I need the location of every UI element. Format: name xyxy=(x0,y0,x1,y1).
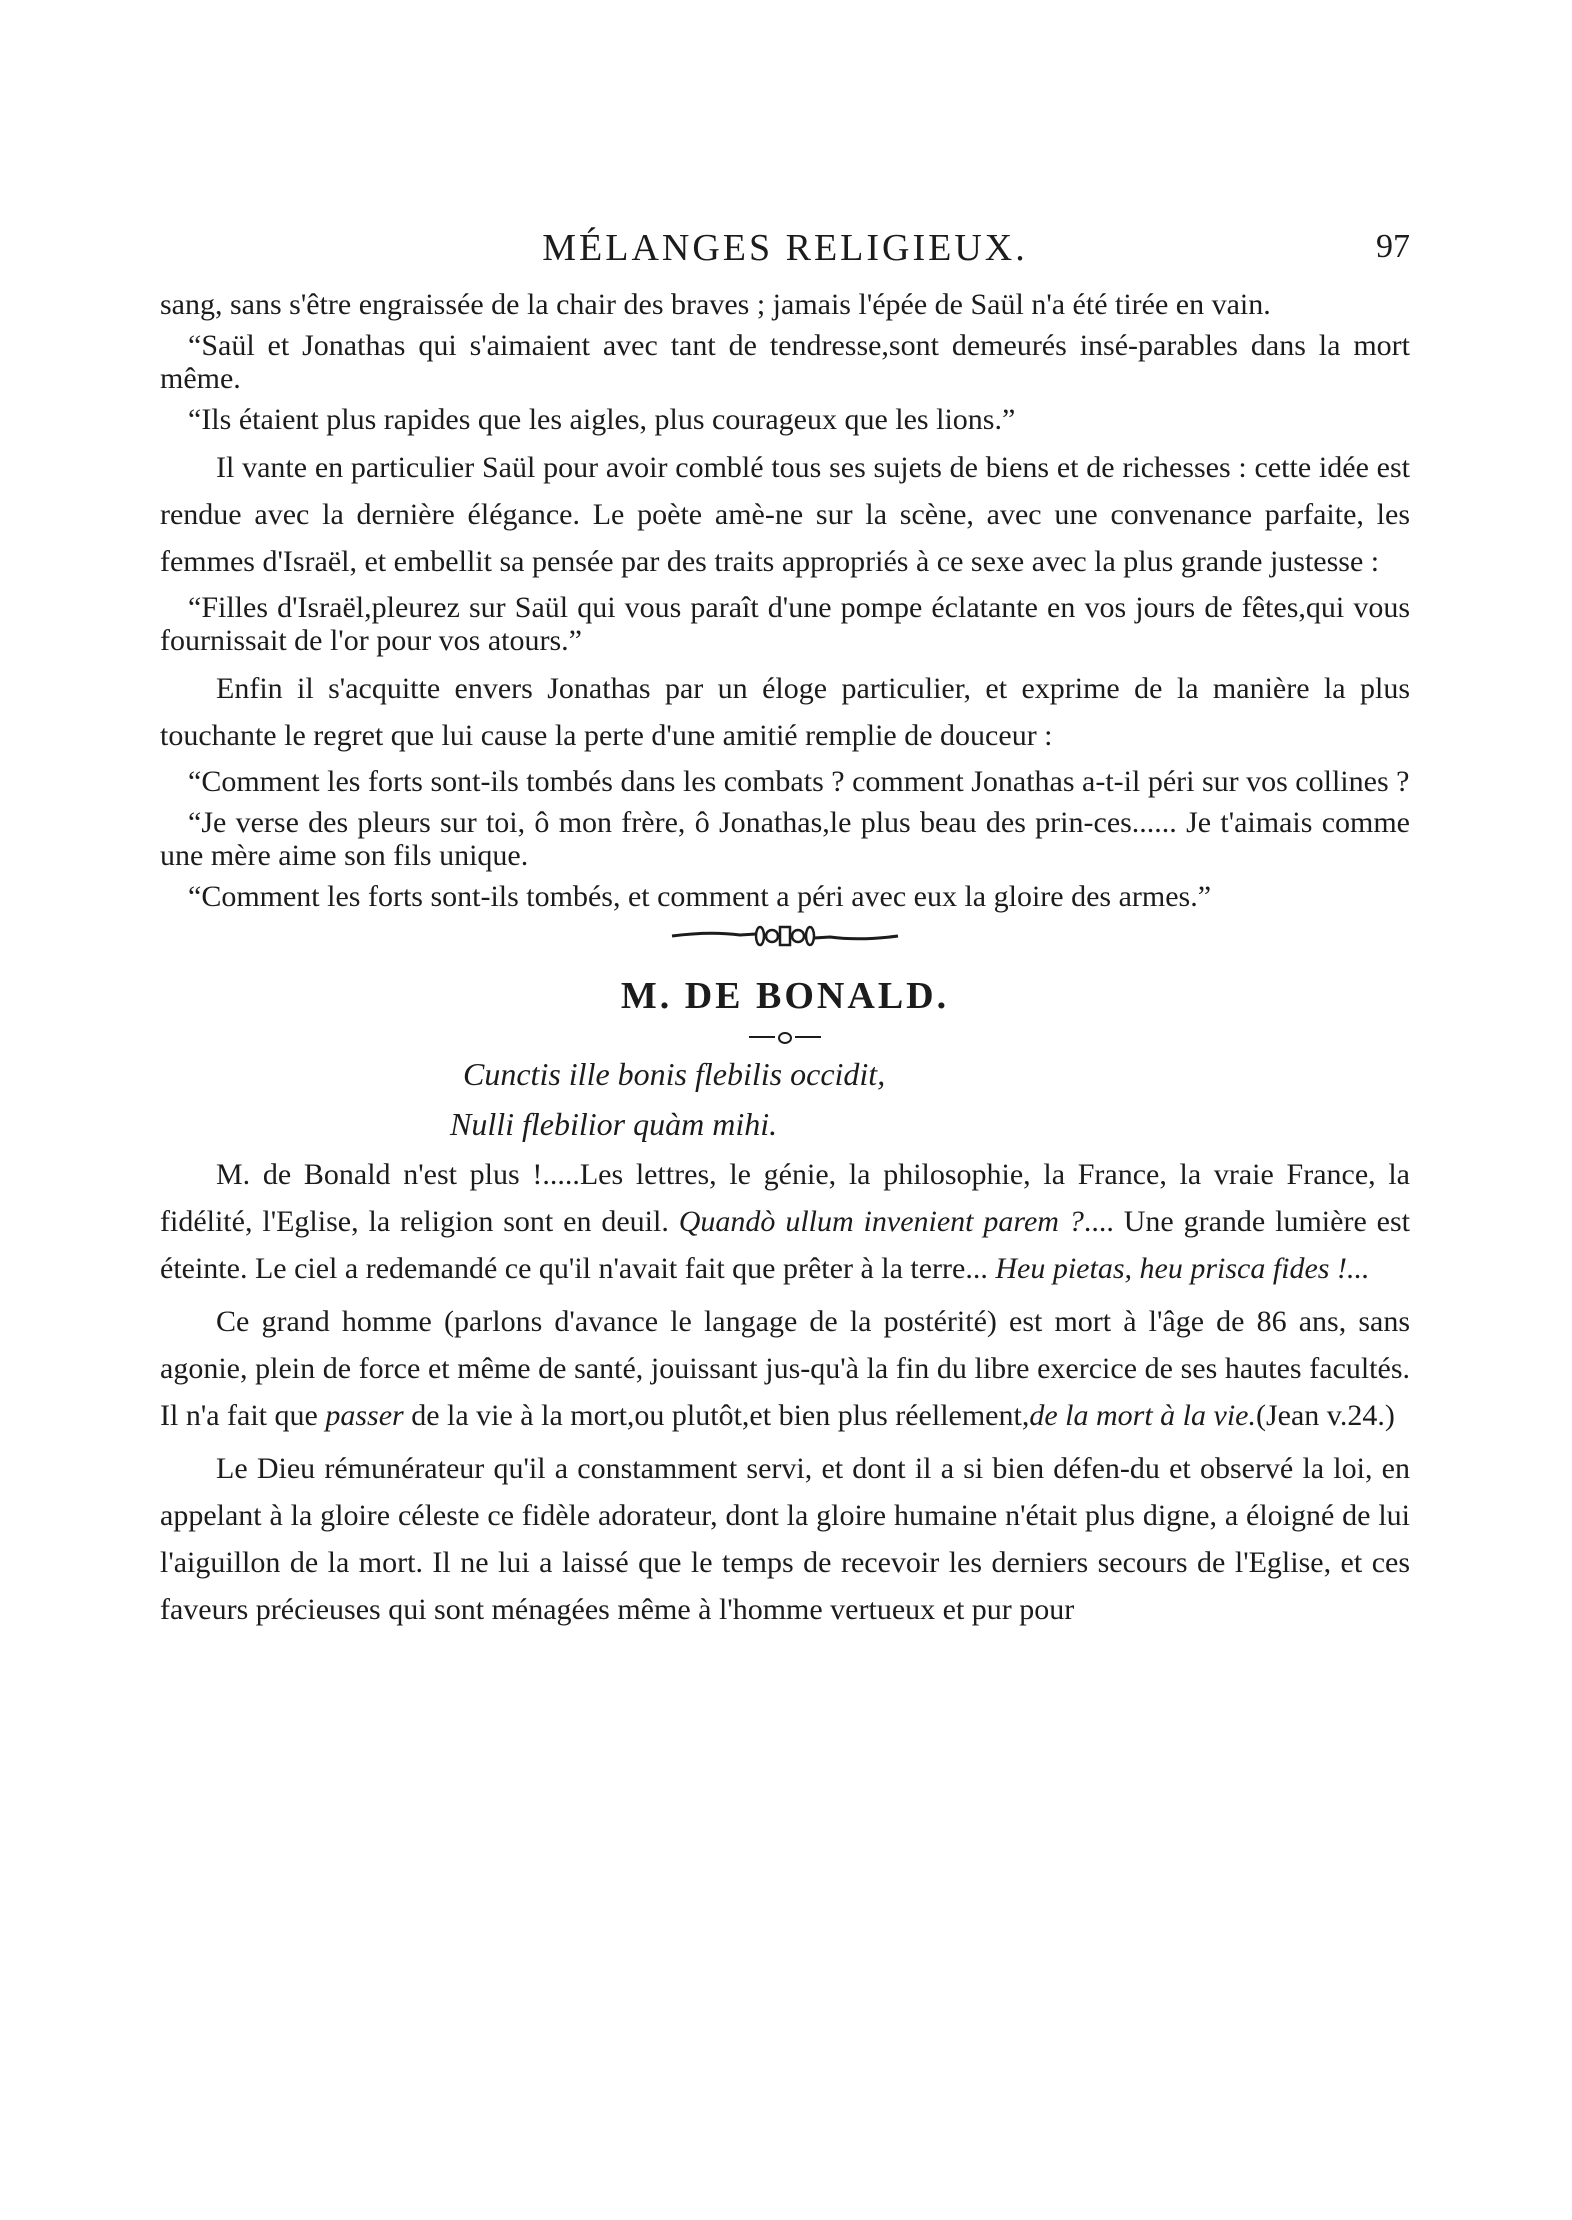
italic-run: Quandò ullum invenient parem ? xyxy=(678,1205,1084,1238)
paragraph-bonald-deuil xyxy=(160,1151,1410,1292)
section-title: M. DE BONALD. xyxy=(620,975,950,1017)
paragraph-grand-homme xyxy=(160,1298,1410,1439)
paragraph-enfin: Enfin il s'acquitte envers Jonathas par un éloge particulier, et exprime de la manière la plus touchante le regret que lui cause la perte d'une amitié remplie de douceur : xyxy=(160,672,1410,752)
epigraph-line-2: Nulli flebilior quàm mihi. xyxy=(450,1106,778,1142)
quote-saul-jonathas: “Saül et Jonathas qui s'aimaient avec tant de tendresse,sont demeurés insé-parables dans la mort même. xyxy=(160,329,1410,395)
paragraph-vante: Il vante en particulier Saül pour avoir comblé tous ses sujets de biens et de richesses : cette idée est rendue avec la dernière élégance. Le poète amè-ne sur la scène, avec une convenance parfaite, les femmes d'Israël, et embellit sa pensée par des traits appropriés à ce sexe avec la plus grande justesse : xyxy=(160,451,1410,578)
text-block xyxy=(160,288,1410,1639)
text-run: Ce grand homme (parlons d'avance le langage de la postérité) est mort à l'âge de 86 ans, sans agonie, plein de force et même de santé, jouissant jus-qu'à la fin du libre exercice de ses hautes facultés. Il n'a fait que xyxy=(160,1305,1410,1432)
text-run: M. de Bonald n'est plus !.....Les lettres, le génie, la philosophie, la France, la vraie France, la fidélité, l'Eglise, la religion sont en deuil. xyxy=(160,1158,1410,1238)
running-title: MÉLANGES RELIGIEUX. xyxy=(542,227,1028,269)
quote-filles-israel: “Filles d'Israël,pleurez sur Saül qui vous paraît d'une pompe éclatante en vos jours de fêtes,qui vous fournissait de l'or pour vos atours.” xyxy=(160,591,1410,657)
quote-gloire-armes: “Comment les forts sont-ils tombés, et comment a péri avec eux la gloire des armes.” xyxy=(188,880,1212,913)
text-run: .... Une grande lumière est éteinte. Le ciel a redemandé ce qu'il n'avait fait que prêter à la terre... xyxy=(160,1205,1410,1285)
epigraph-line-1: Cunctis ille bonis flebilis occidit, xyxy=(463,1056,886,1092)
small-divider xyxy=(160,1021,1410,1049)
quote-je-verse: “Je verse des pleurs sur toi, ô mon frère, ô Jonathas,le plus beau des prin-ces...... Je t'aimais comme une mère aime son fils unique. xyxy=(160,806,1410,872)
running-head xyxy=(160,222,1410,282)
text-run: de la vie à la mort,ou plutôt,et bien plus réellement, xyxy=(403,1399,1030,1432)
text-run: (Jean v.24.) xyxy=(1255,1399,1395,1432)
page-number: 97 xyxy=(1376,228,1410,265)
quote-comment-forts: “Comment les forts sont-ils tombés dans les combats ? comment Jonathas a-t-il péri sur vos collines ? xyxy=(188,765,1410,798)
quote-aigles: “Ils étaient plus rapides que les aigles, plus courageux que les lions.” xyxy=(188,403,1016,436)
italic-run: de la mort à la vie. xyxy=(1029,1399,1256,1432)
paragraph-sang: sang, sans s'être engraissée de la chair des braves ; jamais l'épée de Saül n'a été tirée en vain. xyxy=(160,288,1271,321)
scroll-ornament-icon xyxy=(160,921,1410,971)
italic-run: Heu pietas, heu prisca fides !... xyxy=(995,1252,1370,1285)
paragraph-dieu-remunerateur: Le Dieu rémunérateur qu'il a constamment servi, et dont il a si bien défen-du et observé la loi, en appelant à la gloire céleste ce fidèle adorateur, dont la gloire humaine n'était plus digne, a éloigné de lui l'aiguillon de la mort. Il ne lui a laissé que le temps de recevoir les derniers secours de l'Eglise, et ces faveurs précieuses qui sont ménagées même à l'homme vertueux et pur pour xyxy=(160,1452,1410,1626)
italic-run: passer xyxy=(325,1399,404,1432)
